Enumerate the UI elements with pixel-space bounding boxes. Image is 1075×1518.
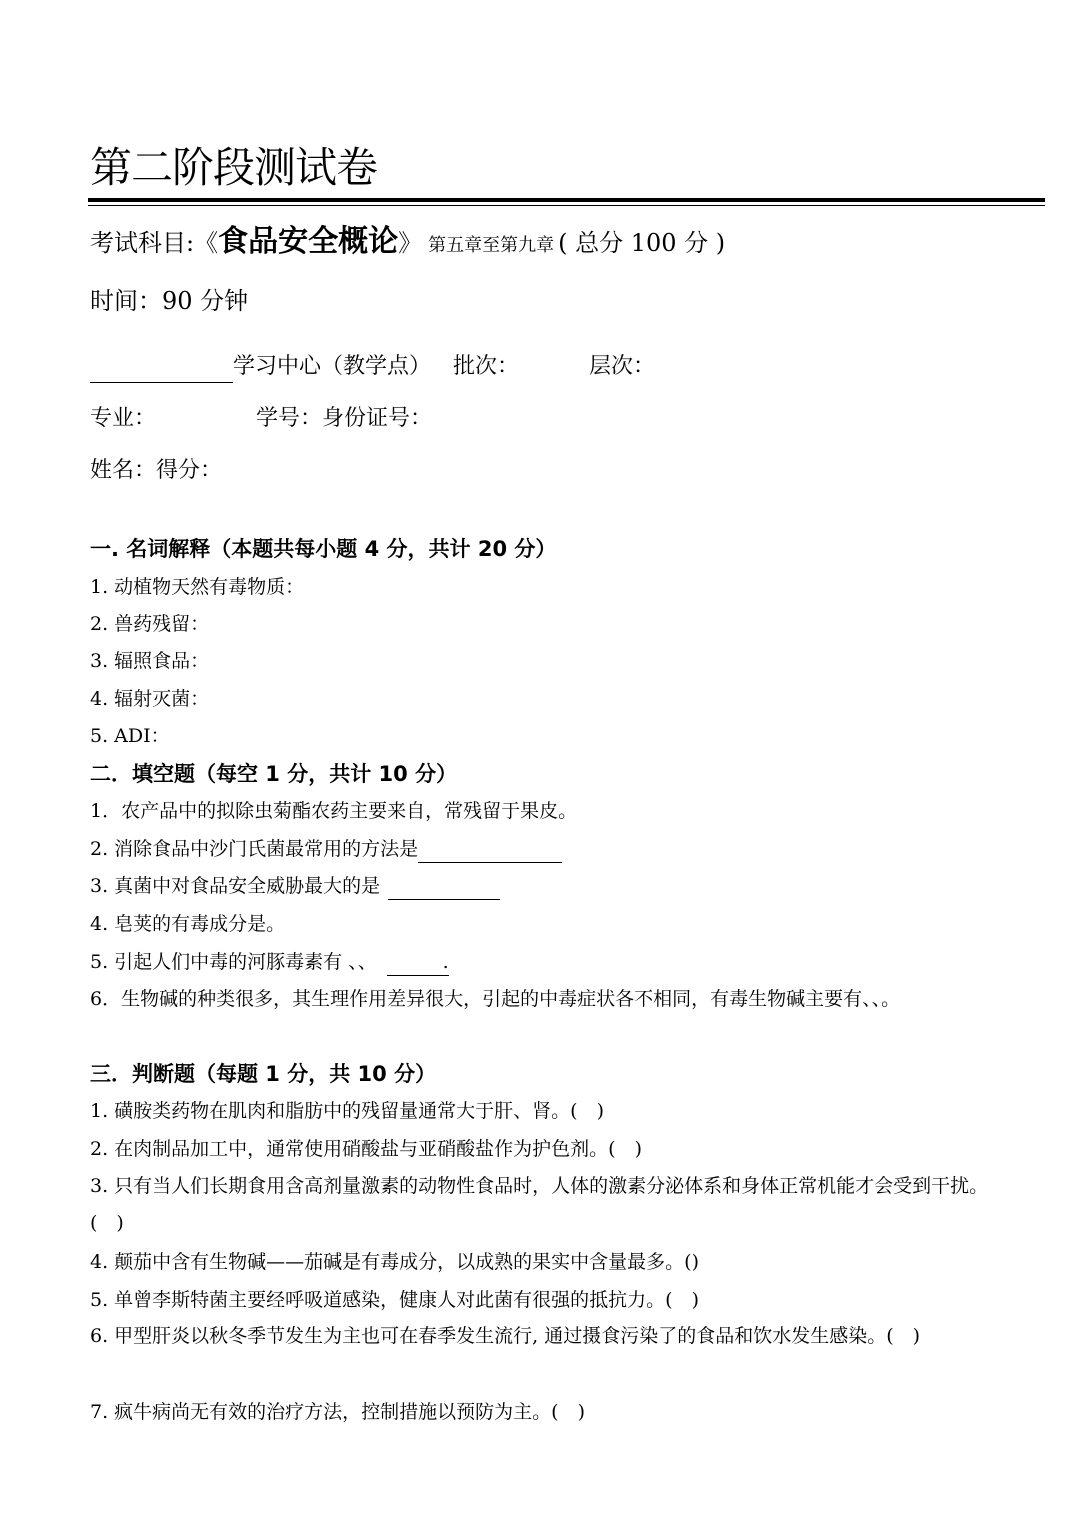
subject-name: 食品安全概论 — [218, 224, 399, 259]
question-item: 6．生物碱的种类很多，其生理作用差异很大，引起的中毒症状各不相同，有毒生物碱主要有、、。 — [90, 988, 901, 1010]
question-item: 1．农产品中的拟除虫菊酯农药主要来自，常残留于果皮。 — [90, 800, 578, 822]
batch-label: 批次： — [453, 354, 520, 379]
title-divider-thick — [88, 198, 1045, 202]
blank-period: . — [442, 951, 449, 973]
student-id-label: 学号： — [256, 406, 323, 431]
answer-blank — [418, 836, 562, 863]
question-item: 3. 只有当人们长期食用含高剂量激素的动物性食品时，人体的激素分泌体系和身体正常机能才会受到干扰。( ) — [90, 1175, 989, 1234]
major-row — [90, 404, 432, 434]
subject-label: 考试科目:《 — [90, 229, 219, 257]
subject-line — [90, 216, 725, 260]
question-item: 4. 辐射灭菌： — [90, 688, 210, 710]
question-item: 3. 辐照食品： — [90, 650, 210, 672]
page-title: 第二阶段测试卷 — [90, 143, 378, 192]
subject-chapters: 第五章至第九章 — [428, 235, 555, 256]
question-item: 7. 疯牛病尚无有效的治疗方法，控制措施以预防为主。( ) — [90, 1401, 585, 1423]
center-blank — [90, 352, 233, 383]
section-heading-1: 一. 名词解释（本题共每小题 4 分，共计 20 分） — [90, 537, 557, 561]
question-item: 4. 颠茄中含有生物碱——茄碱是有毒成分，以成熟的果实中含量最多。() — [90, 1251, 699, 1273]
section-heading-3: 三．判断题（每题 1 分，共 10 分） — [90, 1062, 437, 1086]
question-item: 5. 单曾李斯特菌主要经呼吸道感染，健康人对此菌有很强的抵抗力。( ) — [90, 1289, 699, 1311]
center-row — [90, 352, 655, 383]
question-item: 1. 磺胺类药物在肌肉和脂肪中的残留量通常大于肝、肾。( ) — [90, 1100, 604, 1122]
question-item: 2. 兽药残留： — [90, 613, 210, 635]
question-item: 2. 在肉制品加工中，通常使用硝酸盐与亚硝酸盐作为护色剂。( ) — [90, 1138, 642, 1160]
question-item: 5. ADI： — [90, 725, 170, 747]
question-item — [90, 873, 500, 900]
name-row — [90, 456, 222, 486]
question-item — [90, 949, 449, 976]
name-label: 姓名： — [90, 458, 157, 483]
subject-close: 》 — [398, 229, 423, 257]
total-score: ( 总分 100 分 ) — [558, 229, 726, 257]
id-card-label: 身份证号： — [322, 406, 433, 431]
question-item: 4. 皂荚的有毒成分是。 — [90, 913, 286, 935]
title-divider-thin — [88, 205, 1045, 206]
question-text: 3. 真菌中对食品安全威胁最大的是 — [90, 875, 381, 897]
question-item — [90, 836, 562, 863]
center-label: 学习中心（教学点） — [233, 354, 432, 379]
answer-blank — [387, 949, 449, 976]
exam-time: 时间：90 分钟 — [90, 287, 249, 315]
major-label: 专业： — [90, 406, 157, 431]
answer-blank — [388, 873, 500, 900]
section-heading-2: 二．填空题（每空 1 分，共计 10 分） — [90, 762, 458, 786]
score-label: 得分： — [156, 458, 223, 483]
question-item: 1. 动植物天然有毒物质： — [90, 576, 305, 598]
question-item: 6. 甲型肝炎以秋冬季节发生为主也可在春季发生流行, 通过摄食污染了的食品和饮水发生感染。( ) — [90, 1325, 921, 1347]
question-text: 5. 引起人们中毒的河豚毒素有 、、 — [90, 951, 377, 973]
level-label: 层次： — [589, 354, 656, 379]
question-text: 2. 消除食品中沙门氏菌最常用的方法是 — [90, 838, 419, 860]
